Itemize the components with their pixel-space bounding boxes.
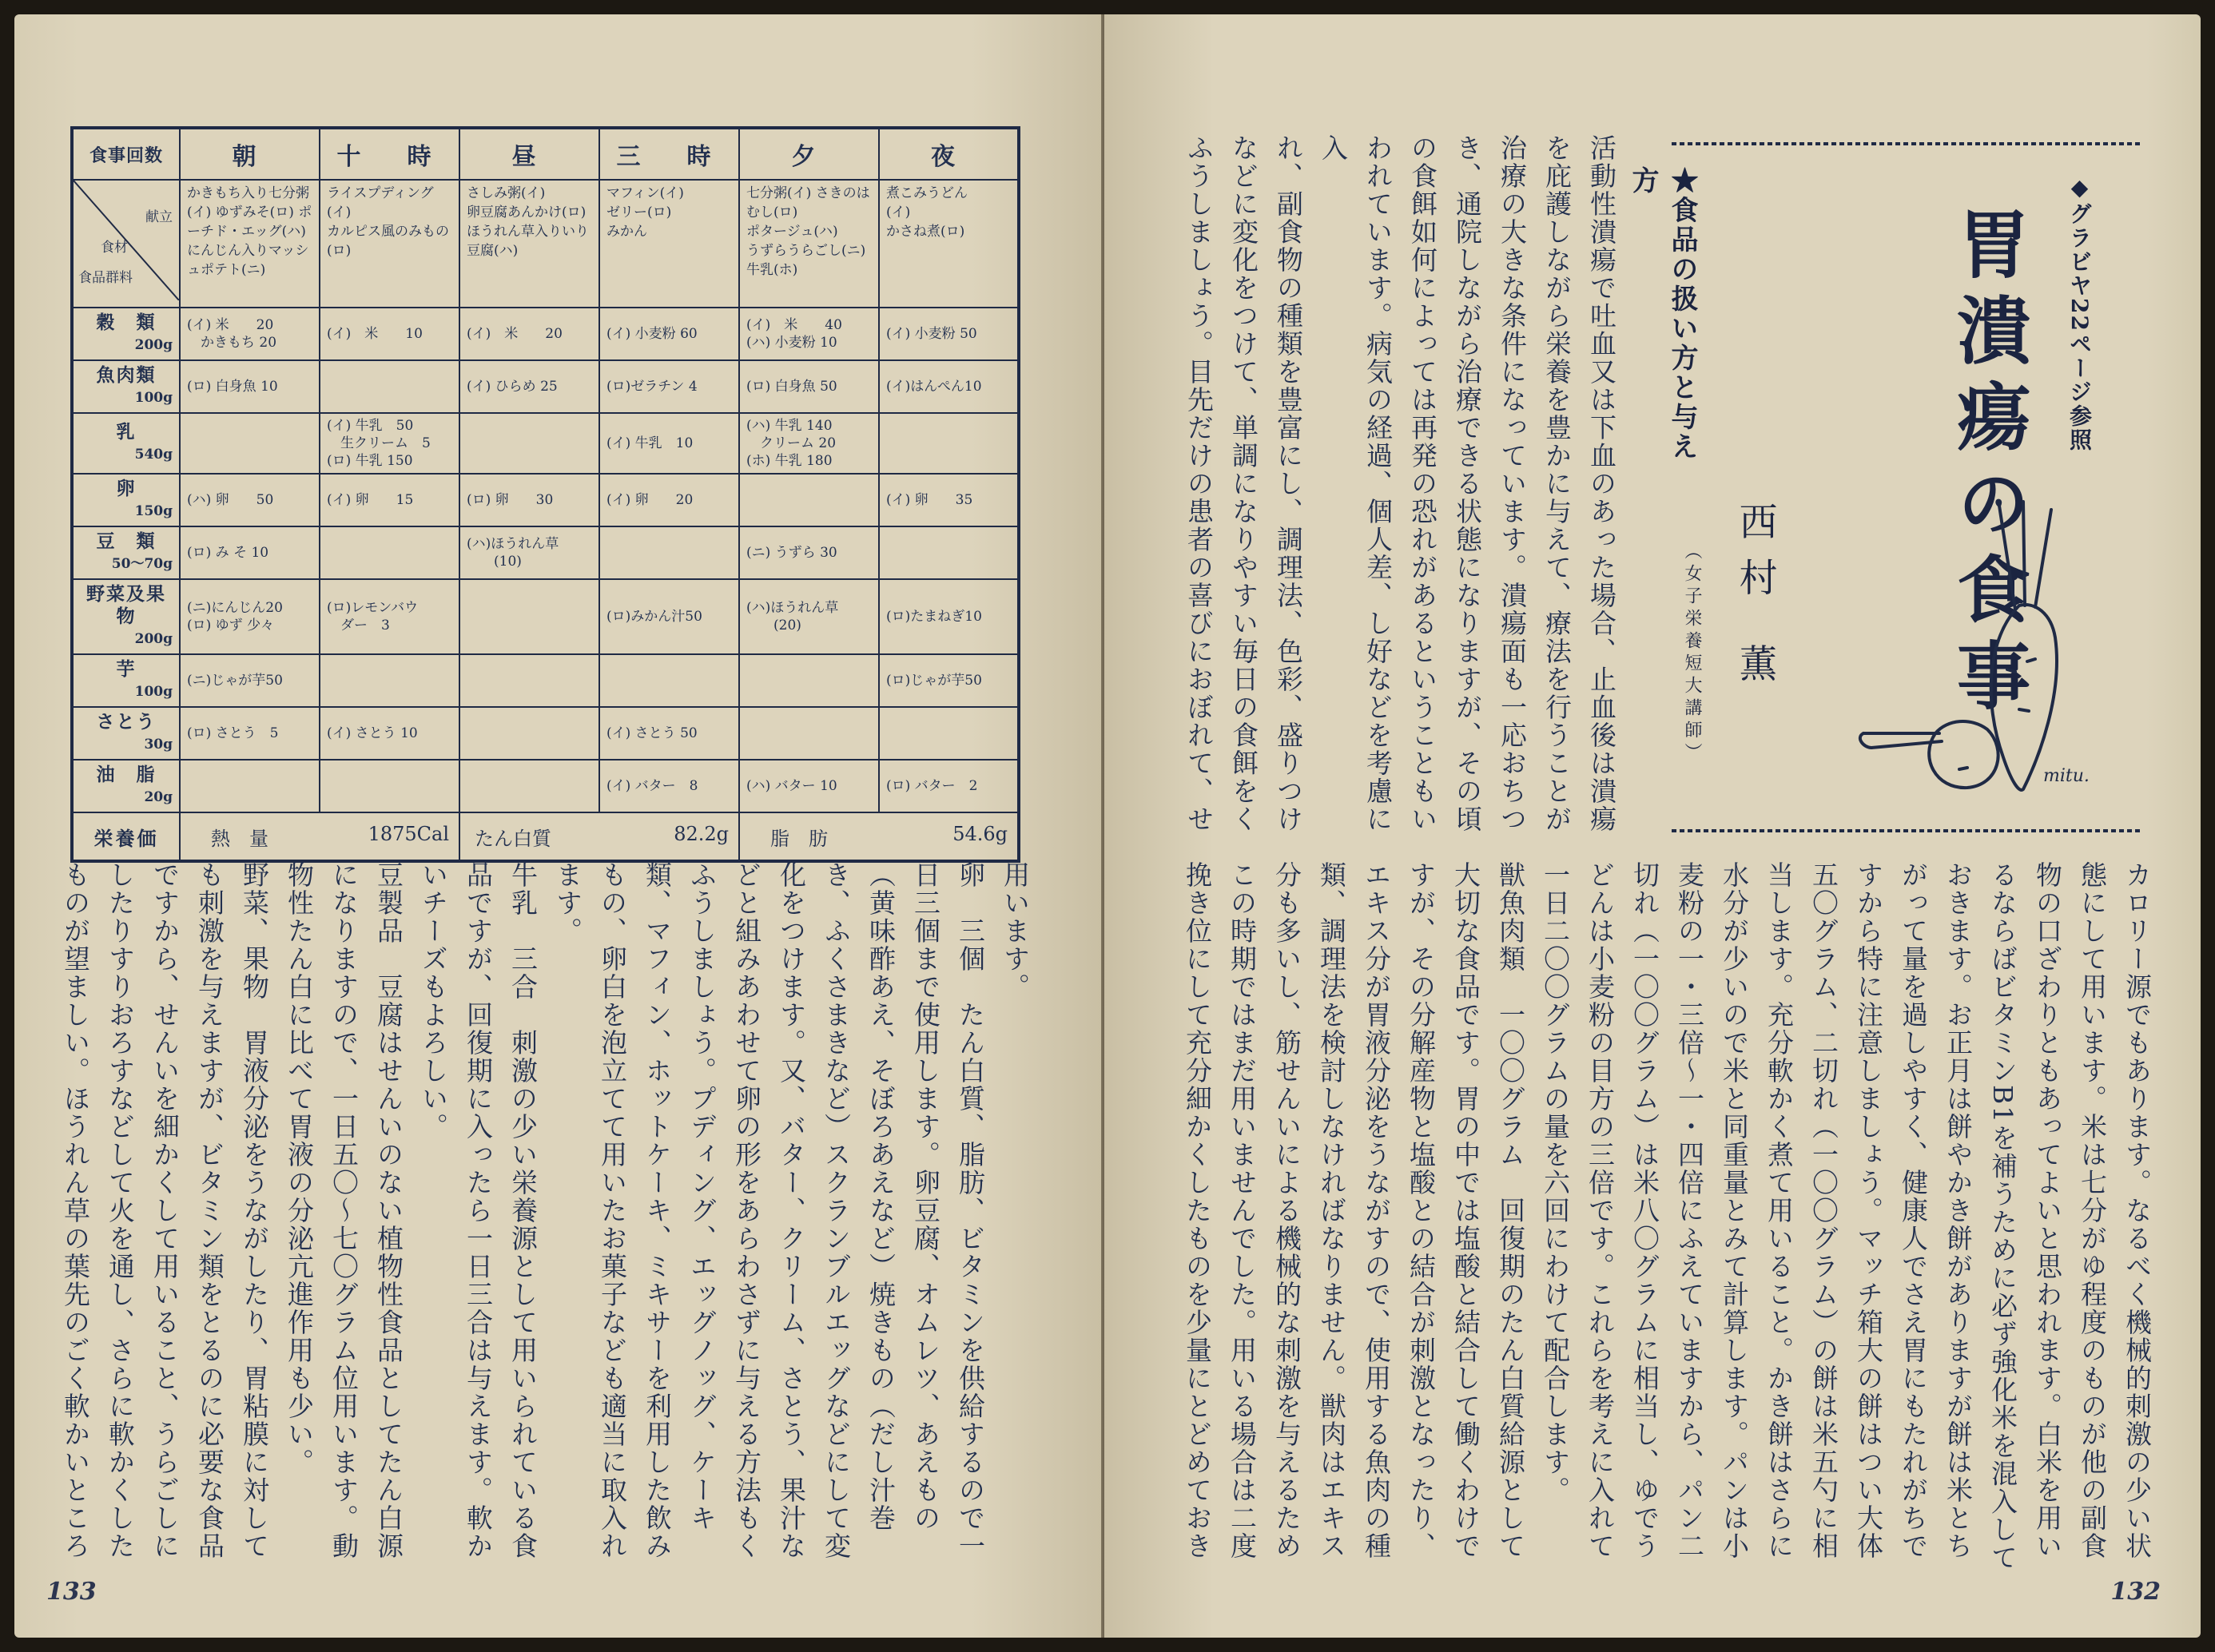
table-corner-cell — [72, 180, 180, 308]
table-cell: (イ) 牛乳 10 — [599, 413, 739, 474]
table-cell — [320, 760, 459, 812]
table-cell: (ロ) バター 2 — [879, 760, 1019, 812]
right-bottom-text — [1176, 861, 2159, 1580]
table-menu-row — [72, 180, 1019, 308]
radish-illustration — [1847, 494, 2103, 805]
paragraph: カロリー源でもあります。なるべく機械的刺激の少い状態にして用います。米は七分がゆ程度のものが他の副食物の口ざわりともあってよいと思われます。白米を用いるならばビタミンB1を補うために必ず強化米を混入しておきます。お正月は餅やかき餅がありますが餅は米とちがって量を過しやすく、健康人でさえ胃にもたれがちですから特に注意しましょう。マッチ箱大の餅はつい大体五〇グラム、二切れ（一〇〇グラム）の餅は米五勺に相当します。充分軟かく煮て用いること。かき餅はさらに水分が少いので米と同重量とみて計算します。パンは小麦粉の一・三倍〜一・四倍にふえていますから、パン二切れ（一〇〇グラム）は米八〇グラムに相当し、ゆでうどんは小麦粉の目方の三倍です。これらを考えに入れて一日二〇〇グラムの量を六回にわけて配合します。 — [1540, 861, 2153, 1572]
table-cell: (イ) 卵 15 — [320, 474, 459, 526]
table-row — [72, 760, 1019, 812]
food-group-cell — [72, 760, 180, 812]
table-header-cell: 食事回数 — [72, 128, 180, 180]
food-group-cell — [72, 413, 180, 474]
author-name: 西村 薫 — [1732, 502, 1777, 700]
table-cell: (ニ)じゃが芋50 — [180, 654, 320, 707]
food-group-amount: 100g — [134, 390, 173, 406]
table-cell: (ロ)レモンバウ ダー 3 — [320, 579, 459, 654]
table-cell: (ハ)ほうれん草 (10) — [459, 526, 599, 579]
article-title: 胃潰瘍の食事 — [1945, 206, 2031, 724]
table-cell — [879, 413, 1019, 474]
diet-table — [70, 126, 1020, 863]
paragraph: 活動性潰瘍で吐血又は下血のあった場合、止血後は潰瘍を庇護しながら栄養を豊かに与えて、療法を行うことが治療の大きな条件になっています。潰瘍面も一応おちつき、通院しながら治療できる状態になりますが、その頃の食餌如何によっては再発の恐れがあるということもいわれています。病気の経過、個人差、し好などを考慮に入 — [1318, 134, 1617, 833]
table-cell: (ロ) み そ 10 — [180, 526, 320, 579]
table-header-row — [72, 128, 1019, 180]
table-cell: (イ)はんぺん10 — [879, 360, 1019, 413]
table-cell — [320, 654, 459, 707]
table-row — [72, 579, 1019, 654]
table-header-cell: 十 時 — [320, 128, 459, 180]
title-bottom-rule — [1672, 829, 2143, 832]
table-cell: (ハ) 卵 50 — [180, 474, 320, 526]
table-cell: (イ) さとう 50 — [599, 707, 739, 760]
author-affiliation: （女子栄養短大講師） — [1682, 542, 1702, 765]
table-row — [72, 654, 1019, 707]
food-group-cell — [72, 308, 180, 360]
table-cell: (ニ) うずら 30 — [739, 526, 879, 579]
table-cell: (ロ) さとう 5 — [180, 707, 320, 760]
right-page — [1104, 14, 2201, 1638]
paragraph: 卵 三個 たん白質、脂肪、ビタミンを供給するので一日三個まで使用します。卵豆腐、オムレツ、あえもの（黄味酢あえ、そぼろあえなど）焼きもの（だし汁巻き、ふくさまきなど）スクランブルエッグなどにして変化をつけます。又、バター、クリーム、さとう、果汁などと組みあわせて卵の形をあらわさずに与える方法もくふうしましょう。プディング、エッグノッグ、ケーキ類、マフィン、ホットケーキ、ミキサーを利用した飲みもの、卵白を泡立てて用いたお菓子なども適当に取入れます。 — [552, 861, 986, 1560]
food-group-amount: 200g — [134, 631, 173, 647]
left-page — [14, 14, 1101, 1638]
paragraph: 野菜、果物 胃液分泌をうながしたり、胃粘膜に対しても刺激を与えますが、ビタミン類をとるのに必要な食品ですから、せんいを細かくして用いること、うらごしにしたりすりおろすなどして火を通し、さらに軟かくしたものが望ましい。ほうれん草の葉先のごく軟かいところ — [60, 861, 270, 1560]
title-top-rule — [1672, 142, 2143, 145]
table-header-cell: 夜 — [879, 128, 1019, 180]
section-heading: ★食品の扱い方と与え方 — [1627, 166, 1698, 462]
left-bottom-text — [54, 861, 1037, 1580]
table-row — [72, 526, 1019, 579]
menu-cell: 七分粥(イ) さきのはむし(ロ) ポタージュ(ハ) うずらうらごし(ニ) 牛乳(ホ) — [739, 180, 879, 308]
table-cell: (ハ) 牛乳 140 クリーム 20 (ホ) 牛乳 180 — [739, 413, 879, 474]
table-cell — [739, 474, 879, 526]
table-cell: (ハ) バター 10 — [739, 760, 879, 812]
table-cell: (イ) 米 20 — [459, 308, 599, 360]
food-group-cell — [72, 474, 180, 526]
table-cell: (イ) 小麦粉 50 — [879, 308, 1019, 360]
paragraph: 牛乳 三合 刺激の少い栄養源として用いられている食品ですが、回復期に入ったら一日三合は与えます。軟かいチーズもよろしい。 — [418, 861, 539, 1560]
menu-cell: かきもち入り七分粥(イ) ゆずみそ(ロ) ポーチド・エッグ(ハ) にんじん入りマッシュポテト(ニ) — [180, 180, 320, 308]
table-cell: (ロ) 卵 30 — [459, 474, 599, 526]
food-group-cell — [72, 360, 180, 413]
food-group-name: さとう — [96, 711, 157, 733]
table-cell — [739, 654, 879, 707]
table-cell: (ハ)ほうれん草 (20) — [739, 579, 879, 654]
food-group-name: 魚肉類 — [96, 364, 157, 386]
gravure-reference: ◆グラビヤ22ページ参照 — [2066, 174, 2093, 452]
table-cell: (ロ)みかん汁50 — [599, 579, 739, 654]
table-row — [72, 474, 1019, 526]
corner-label-ingredients: 食材 — [101, 240, 128, 256]
fat-value: 54.6g — [952, 822, 1008, 845]
food-group-cell — [72, 526, 180, 579]
food-group-cell — [72, 579, 180, 654]
food-group-amount: 30g — [144, 737, 173, 753]
protein-cell — [459, 812, 739, 861]
table-row — [72, 413, 1019, 474]
food-group-name: 油 脂 — [96, 764, 157, 785]
table-cell — [459, 654, 599, 707]
table-cell — [739, 707, 879, 760]
food-group-amount: 20g — [144, 789, 173, 805]
table-cell — [320, 526, 459, 579]
table-cell: (ロ)ゼラチン 4 — [599, 360, 739, 413]
table-cell: (ロ) 白身魚 10 — [180, 360, 320, 413]
page-number-left: 133 — [46, 1578, 97, 1606]
corner-label-menu: 献立 — [145, 209, 173, 225]
food-group-amount: 200g — [134, 337, 173, 353]
paragraph: 豆製品 豆腐はせんいのない植物性食品としてたん白源になりますので、一日五〇〜七〇グラム位用います。動物性たん白に比べて胃液の分泌亢進作用も少い。 — [284, 861, 404, 1560]
table-cell: (イ) 米 10 — [320, 308, 459, 360]
table-cell: (イ) 牛乳 50 生クリーム 5 (ロ) 牛乳 150 — [320, 413, 459, 474]
protein-value: 82.2g — [674, 822, 729, 845]
table-cell — [599, 654, 739, 707]
table-row — [72, 308, 1019, 360]
food-group-amount: 150g — [134, 503, 173, 519]
nutrition-row — [72, 812, 1019, 861]
menu-cell: さしみ粥(イ) 卵豆腐あんかけ(ロ) ほうれん草入りいり豆腐(ハ) — [459, 180, 599, 308]
food-group-amount: 540g — [134, 447, 173, 463]
menu-cell: 煮こみうどん (イ) かさね煮(ロ) — [879, 180, 1019, 308]
right-top-text — [1176, 134, 1624, 837]
food-group-name: 野菜及果物 — [86, 583, 166, 627]
energy-label: 熱 量 — [211, 827, 268, 850]
energy-value: 1875Cal — [368, 822, 449, 845]
food-group-cell — [72, 654, 180, 707]
table-cell: (イ) さとう 10 — [320, 707, 459, 760]
protein-label: たん白質 — [475, 827, 551, 850]
food-group-name: 乳 — [116, 421, 137, 443]
table-cell: (イ) バター 8 — [599, 760, 739, 812]
energy-cell — [180, 812, 459, 861]
paragraph: 用います。 — [1000, 861, 1031, 1001]
table-header-cell: 昼 — [459, 128, 599, 180]
table-cell — [879, 707, 1019, 760]
table-cell: (イ) 小麦粉 60 — [599, 308, 739, 360]
food-group-amount: 100g — [134, 684, 173, 700]
table-cell — [320, 360, 459, 413]
table-cell: (ロ)たまねぎ10 — [879, 579, 1019, 654]
table-cell — [180, 760, 320, 812]
food-group-cell — [72, 707, 180, 760]
paragraph: 獣魚肉類 一〇〇グラム 回復期のたん白質給源として大切な食品です。胃の中では塩酸と結合して働くわけですが、その分解産物と塩酸との結合が刺激となったり、エキス分が胃液分泌をうながすので、使用する魚肉の種類、調理法を検討しなければなりません。獣肉はエキス分も多いし、筋せんいによる機械的な刺激を与えるためこの時期ではまだ用いませんでした。用いる場合は二度挽き位にして充分細かくしたものを少量にとどめておき — [1182, 861, 1526, 1560]
table-cell — [459, 760, 599, 812]
nutrition-label: 栄養価 — [72, 812, 180, 861]
table-header-cell: 三 時 — [599, 128, 739, 180]
table-header-cell: 朝 — [180, 128, 320, 180]
table-cell — [599, 526, 739, 579]
page-number-right: 132 — [2110, 1578, 2161, 1606]
table-cell: (ニ)にんじん20 (ロ) ゆず 少々 — [180, 579, 320, 654]
table-row — [72, 360, 1019, 413]
table-cell — [459, 413, 599, 474]
paragraph: れ、副食物の種類を豊富にし、調理法、色彩、盛りつけなどに変化をつけて、単調になりやすい毎日の食餌をくふうしましょう。目先だけの患者の喜びにおぼれて、せ — [1183, 134, 1304, 833]
illustration-signature: mitu. — [2043, 766, 2090, 786]
table-cell: (ロ)じゃが芋50 — [879, 654, 1019, 707]
table-cell — [459, 707, 599, 760]
food-rows — [72, 308, 1019, 812]
food-group-name: 穀 類 — [96, 312, 157, 333]
table-cell: (イ) 米 20 かきもち 20 — [180, 308, 320, 360]
table-cell: (イ) 卵 35 — [879, 474, 1019, 526]
corner-label-food-group: 食品群料 — [78, 270, 133, 286]
food-group-name: 豆 類 — [96, 530, 157, 552]
table-cell: (ロ) 白身魚 50 — [739, 360, 879, 413]
table-cell: (イ) ひらめ 25 — [459, 360, 599, 413]
table-cell: (イ) 卵 20 — [599, 474, 739, 526]
fat-label: 脂 肪 — [770, 827, 828, 850]
food-group-name: 卵 — [116, 478, 137, 499]
food-group-name: 芋 — [116, 658, 137, 680]
menu-cell: マフィン(イ) ゼリー(ロ) みかん — [599, 180, 739, 308]
table-cell — [879, 526, 1019, 579]
food-group-amount: 50〜70g — [111, 556, 173, 572]
fat-cell — [739, 812, 1019, 861]
table-cell: (イ) 米 40 (ハ) 小麦粉 10 — [739, 308, 879, 360]
menu-cell: ライスプディング(イ) カルピス風のみもの(ロ) — [320, 180, 459, 308]
table-cell — [459, 579, 599, 654]
table-header-cell: 夕 — [739, 128, 879, 180]
table-cell — [180, 413, 320, 474]
table-row — [72, 707, 1019, 760]
